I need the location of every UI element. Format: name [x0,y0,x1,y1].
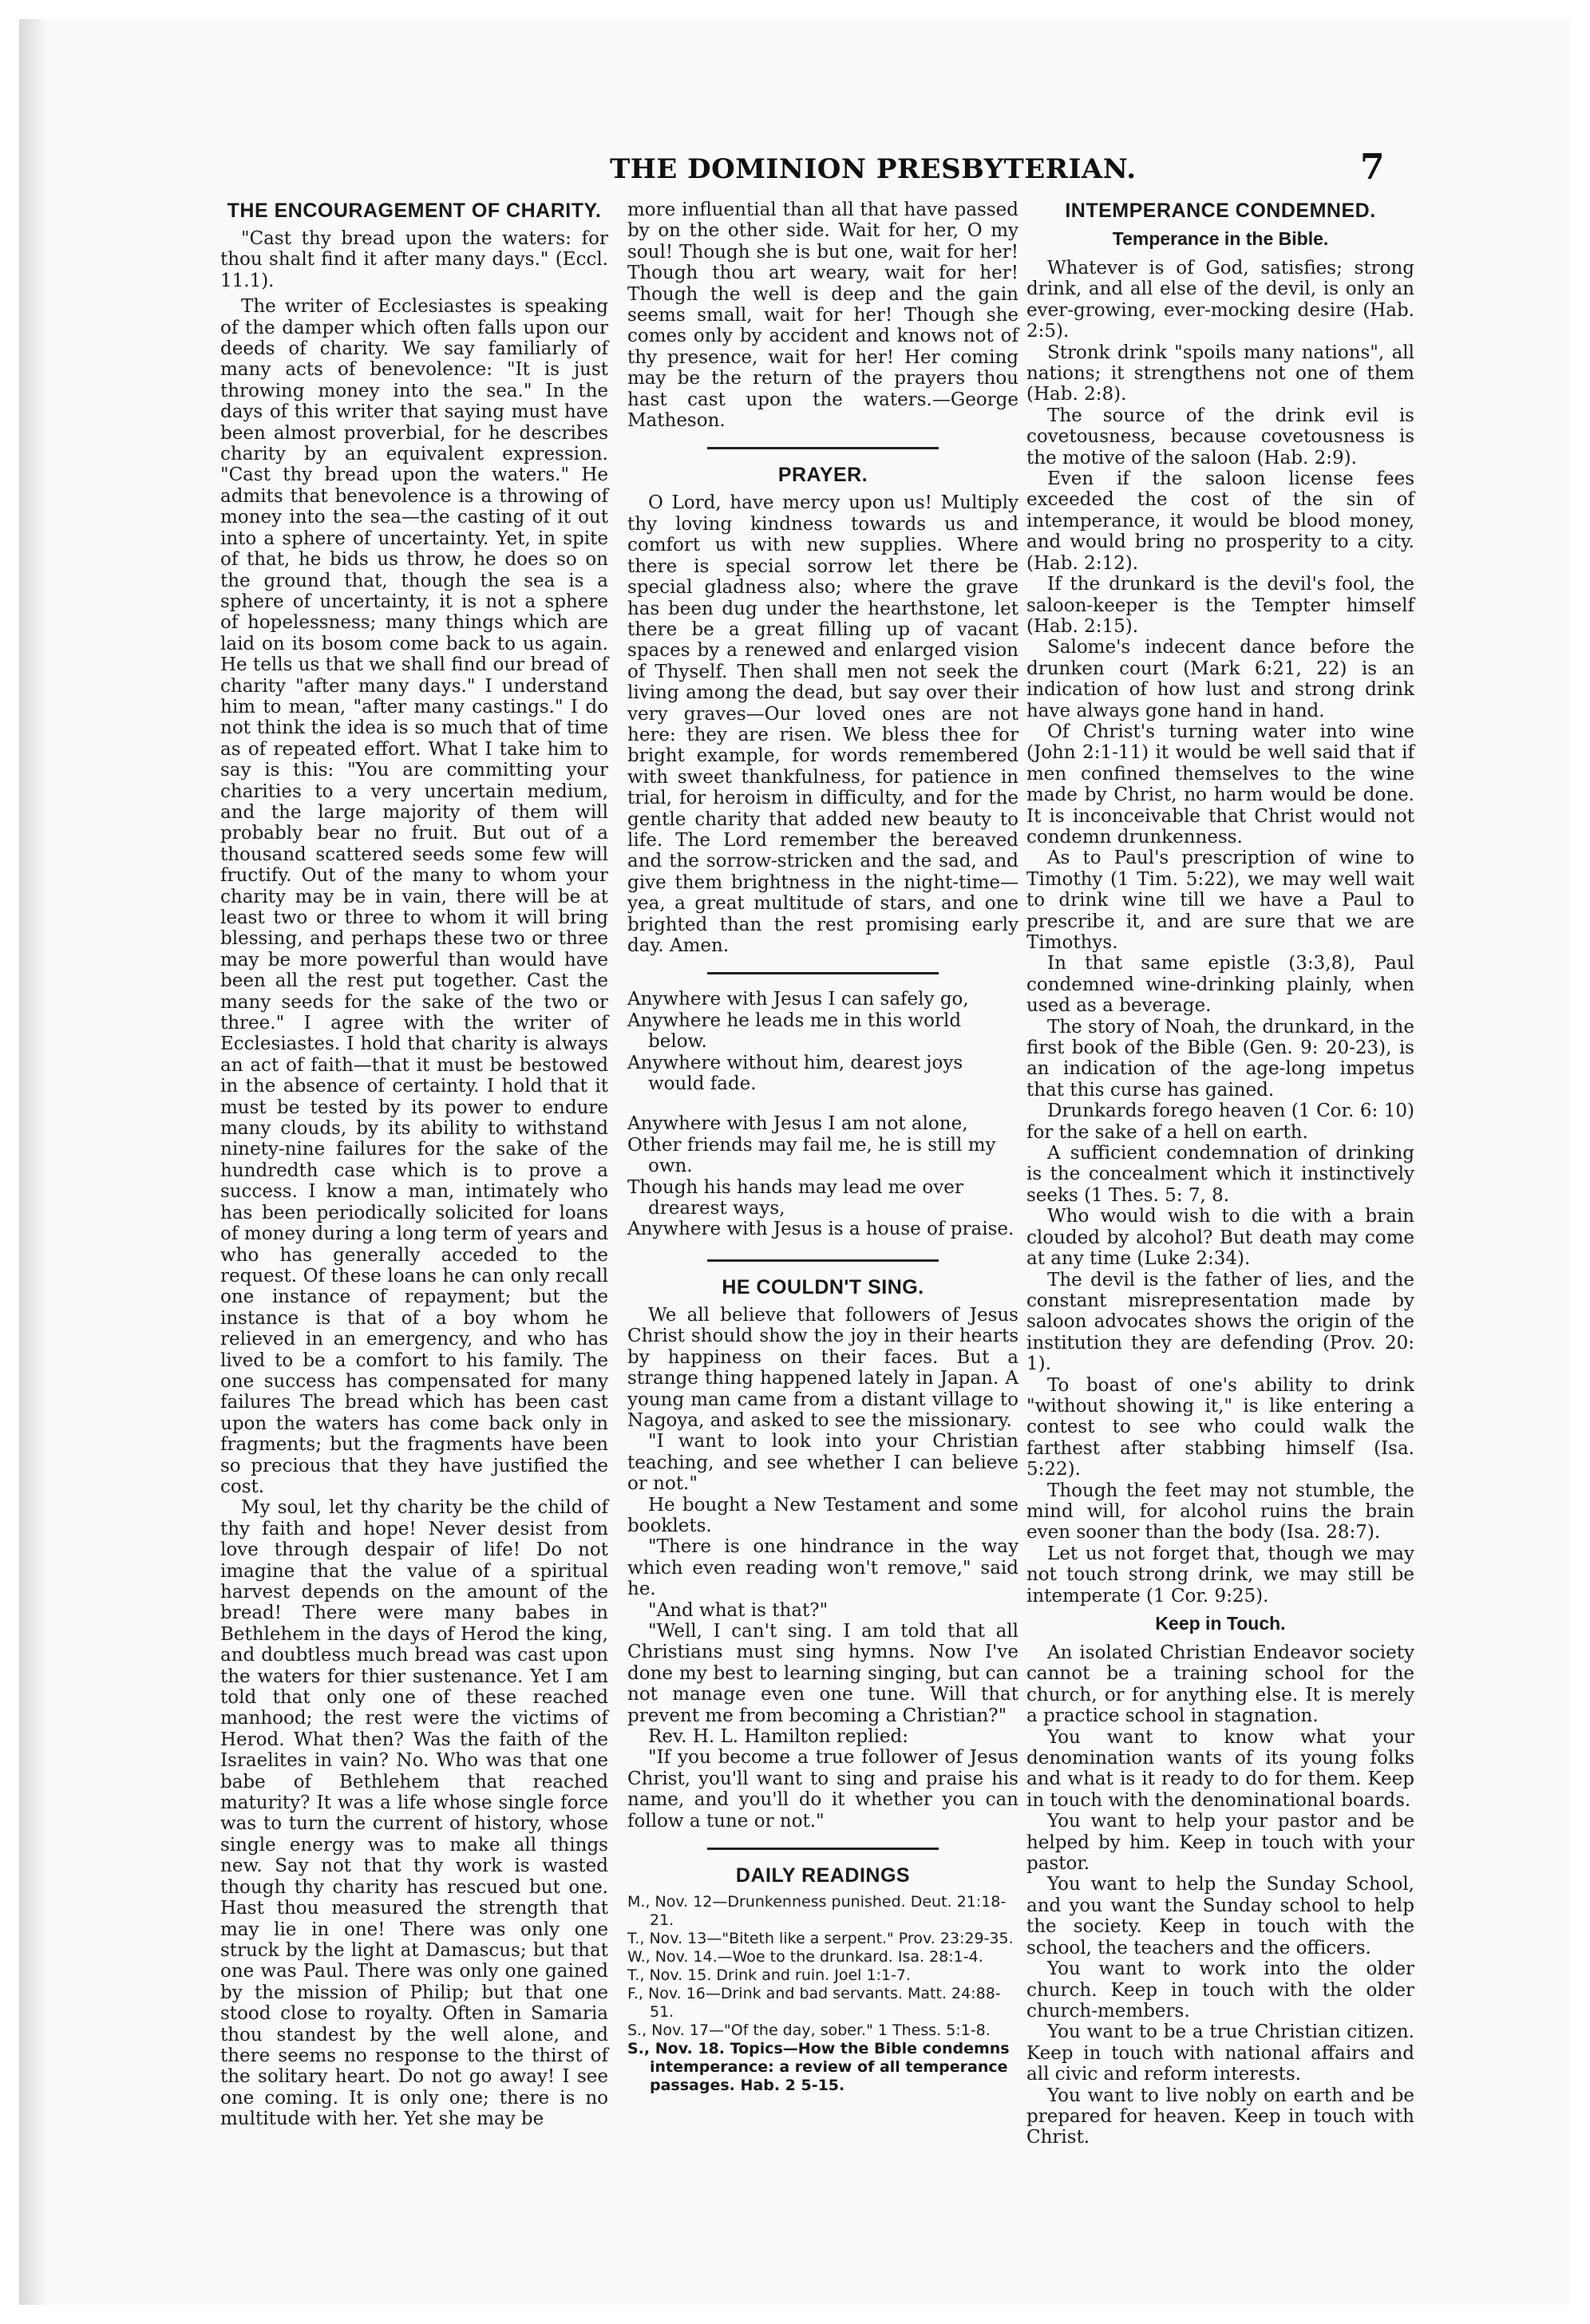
intemperance-paragraph: As to Paul's prescription of wine to Timothy (1 Tim. 5:22), we may well wait to drink wine till we have a Paul to prescribe it, and are sure that we are Timothys. [1026,848,1414,953]
intemperance-paragraph: The story of Noah, the drunkard, in the first book of the Bible (Gen. 9: 20-23), is an indication of the age-long impetus that this curse has gained. [1026,1016,1414,1101]
intemperance-paragraph: Of Christ's turning water into wine (John 2:1-11) it would be well said that if men confined themselves to the wine made by Christ, no harm would be done. It is inconceivable that Christ would not condemn drunkenness. [1026,721,1414,848]
article-subtitle-temperance: Temperance in the Bible. [1112,228,1329,249]
intemperance-paragraph: If the drunkard is the devil's fool, the saloon-keeper is the Tempter himself (Hab. 2:15). [1026,574,1414,637]
article-title-prayer: PRAYER. [777,464,868,487]
intemperance-paragraph: Drunkards forego heaven (1 Cor. 6: 10) for the sake of a hell on earth. [1026,1101,1414,1143]
page-number: 7 [1360,147,1385,188]
charity-paragraph-1: The writer of Ecclesiastes is speaking of the damper which often falls upon our deeds of charity. We say familiarly of many acts of benevolence: "It is just throwing money into the sea." In the days of this writer that saying must have been almost proverbial, for he describes charity by an equivalent expression. "Cast thy bread upon the waters." He admits that benevolence is a throwing of money into the sea—the casting of it out into a sphere of uncertainty. Yet, in spite of that, he bids us throw, he does so on the ground that, though the sea is a sphere of uncertainty, it is not a sphere of hopelessness; many things which are laid on its bosom come back to us again. He tells us that we shall find our bread of charity "after many days." I understand him to mean, "after many castings." I do not think the idea is so much that of time as of repeated effort. What I take him to say is this: "You are committing your charities to a very uncertain medium, and the large majority of them will probably bear no fruit. But out of a thousand scattered seeds some few will fructify. Out of the many to whom your charity may be in vain, there will be at least two or three to whom it will bring blessing, and perhaps these two or three may be more powerful than would have been all the rest put together. Cast the many seeds for the sake of the two or three." I agree with the writer of Ecclesiastes. I hold that charity is always an act of faith—that it must be bestowed in the absence of certainty. I hold that it must be tested by its power to endure many clouds, by its ability to withstand ninety-nine failures for the sake of the hundredth case which is to prove a success. I know a man, intimately who has been periodically solicited for loans of money during a long term of years and who has generally acceded to the request. Of these loans he can only recall one instance of repayment; but the instance is that of a boy whom he relieved in an emergency, and who has lived to be a comfort to his family. The one success has compensated for many failures The bread which has been cast upon the waters has come back only in fragments; but the fragments have been so precious that they have justified the cost. [220,296,608,1497]
charity-paragraph-2: My soul, let thy charity be the child of thy faith and hope! Never desist from love through despair of life! Do not imagine that the value of a spiritual harvest depends on the amount of the bread! There were many babes in Bethlehem in the days of Herod the king, and doubtless much bread was cast upon the waters for thier sustenance. Yet I am told that only one of these reached manhood; the rest were the victims of Herod. What then? Was the faith of the Israelites in vain? No. Who was that one babe of Bethlehem that reached maturity? It was a life whose single force was to turn the current of history, whose single energy was to make all things new. Say not that thy work is wasted though thy charity has rescued but one. Hast thou measured the strength that may lie in one! There was only one struck by the light at Damascus; but that one was Paul. There was only one gained by the mission of Philip; but that one stood close to royalty. Often in Samaria thou standest by the well alone, and there seems no response to the thirst of the solitary heart. Do not go away! I see one coming. It is only one; there is no multitude with her. Yet she may be [220,1497,608,2130]
prayer-text: O Lord, have mercy upon us! Multiply thy loving kindness towards us and comfort us with new supplies. Where there is special sorrow let there be special gladness also; where the grave has been dug under the hearthstone, let there be a great filling up of vacant spaces by a renewed and enlarged vision of Thyself. Then shall men not seek the living among the dead, but say over their very graves—Our loved ones are not here: they are risen. We bless thee for bright example, for words remembered with sweet thankfulness, for patience in trial, for heroism in difficulty, and for the gentle charity that added new beauty to life. The Lord remember the bereaved and the sorrow-stricken and the sad, and give them brightness in the night-time—yea, a great multitude of stars, and one brighted than the rest promising early day. Amen. [627,492,1018,956]
touch-paragraph: An isolated Christian Endeavor society cannot be a training school for the church, or for anything else. It is merely a practice school in stagnation. [1026,1642,1414,1727]
touch-paragraph: You want to know what your denomination wants of its young folks and what is it ready to do for them. Keep in touch with the denominational boards. [1026,1726,1414,1811]
intemperance-paragraph: Salome's indecent dance before the drunken court (Mark 6:21, 22) is an indication of how lust and strong drink have always gone hand in hand. [1026,637,1414,721]
reading-item: T., Nov. 15. Drink and ruin. Joel 1:1-7. [627,1966,912,1985]
daily-readings-list [627,1893,1018,2095]
poem-stanza [627,1113,1018,1239]
sing-paragraph: "There is one hindrance in the way which even reading won't remove," said he. [627,1536,1018,1600]
intemperance-paragraph: Even if the saloon license fees exceeded the cost of the sin of intemperance, it would be blood money, and would bring no prosperity to a city. (Hab. 2:12). [1026,468,1414,574]
reading-item: S., Nov. 17—"Of the day, sober." 1 Thess. 5:1-8. [627,2022,991,2040]
poem-line: Anywhere with Jesus I can safely go, [627,989,969,1010]
poem [627,989,1018,1239]
intemperance-paragraph: Who would wish to die with a brain clouded by alcohol? But death may come at any time (Luke 2:34). [1026,1206,1414,1270]
intemperance-paragraph: To boast of one's ability to drink "without showing it," is like entering a contest to see who could walk the farthest after stabbing himself (Isa. 5:22). [1026,1374,1414,1480]
column-left [220,200,608,2289]
article-title-keep-in-touch: Keep in Touch. [1155,1613,1286,1634]
charity-continued: more influential than all that have passed by on the other side. Wait for her, O my soul! Though she is but one, wait for her! Though thou art weary, wait for her! Though the well is deep and the gain seems small, wait for her! Though she comes only by accident and knows not of thy presence, wait for her! Her coming may be the return of the prayers thou hast cast upon the waters.—George Matheson. [627,200,1018,432]
column-right [1026,200,1414,2289]
poem-line: Though his hands may lead me over drearest ways, [627,1176,963,1219]
intemperance-paragraph: Whatever is of God, satisfies; strong drink, and all else of the devil, is only an ever-growing, ever-mocking desire (Hab. 2:5). [1026,258,1414,342]
charity-epigraph: "Cast thy bread upon the waters: for thou shalt find it after many days." (Eccl. 11.1). [220,228,608,291]
sing-paragraph: He bought a New Testament and some booklets. [627,1494,1018,1536]
touch-paragraph: You want to help the Sunday School, and you want the Sunday school to help the society. Keep in touch with the school, the teachers and the officers. [1026,1874,1414,1958]
divider-rule [707,1259,939,1262]
newspaper-page [19,19,1571,2305]
touch-paragraph: You want to be a true Christian citizen. Keep in touch with national affairs and all civic and reform interests. [1026,2022,1414,2085]
reading-item: M., Nov. 12—Drunkenness punished. Deut. 21:18-21. [627,1893,1007,1930]
article-title-sing: HE COULDN'T SING. [722,1275,924,1298]
intemperance-paragraph: The devil is the father of lies, and the constant misrepresentation made by saloon advocates shows the origin of the institution they are defending (Prov. 20: 1). [1026,1269,1414,1375]
divider-rule [707,972,939,974]
sing-paragraph: "Well, I can't sing. I am told that all Christians must sing hymns. Now I've done my best to learning singing, but can not manage even one tune. Will that prevent me from becoming a Christian?" [627,1620,1018,1726]
intemperance-paragraph: A sufficient condemnation of drinking is the concealment which it instinctively seeks (1 Thes. 5: 7, 8. [1026,1143,1414,1206]
intemperance-paragraph: The source of the drink evil is covetousness, because covetousness is the motive of the saloon (Hab. 2:9). [1026,405,1414,468]
column-middle [627,200,1018,2289]
sing-paragraph: We all believe that followers of Jesus Christ should show the joy in their hearts by happiness on their faces. But a strange thing happened lately in Japan. A young man came from a distant village to Nagoya, and asked to see the missionary. [627,1304,1018,1431]
reading-item: W., Nov. 14.—Woe to the drunkard. Isa. 28:1-4. [627,1948,983,1966]
reading-item: S., Nov. 18. Topics—How the Bible condemns intemperance: a review of all temperance passages. Hab. 2 5-15. [627,2040,1010,2095]
poem-line: Anywhere with Jesus I am not alone, [627,1113,968,1135]
intemperance-paragraph: Stronk drink "spoils many nations", all nations; it strengthens not one of them (Hab. 2:8). [1026,342,1414,405]
poem-line: Other friends may fail me, he is still my own. [627,1134,996,1177]
article-title-intemperance: INTEMPERANCE CONDEMNED. [1065,200,1376,222]
page-header-title: THE DOMINION PRESBYTERIAN. [610,153,1137,185]
sing-paragraph: "If you become a true follower of Jesus Christ, you'll want to sing and praise his name, and you'll do it whether you can follow a tune or not." [627,1747,1018,1832]
sing-paragraph: "I want to look into your Christian teaching, and see whether I can believe or not." [627,1431,1018,1495]
touch-paragraph: You want to work into the older church. Keep in touch with the older church-members. [1026,1958,1414,2022]
touch-paragraph: You want to help your pastor and be helped by him. Keep in touch with your pastor. [1026,1811,1414,1875]
intemperance-paragraph: Though the feet may not stumble, the mind will, for alcohol ruins the brain even sooner than the body (Isa. 28:7). [1026,1480,1414,1543]
poem-line: Anywhere he leads me in this world below. [627,1010,962,1053]
touch-paragraph: You want to live nobly on earth and be prepared for heaven. Keep in touch with Christ. [1026,2085,1414,2148]
intemperance-paragraph: Let us not forget that, though we may not touch strong drink, we may still be intemperate (1 Cor. 9:25). [1026,1543,1414,1607]
intemperance-paragraph: In that same epistle (3:3,8), Paul condemned wine-drinking plainly, when used as a beverage. [1026,953,1414,1017]
sing-paragraph: "And what is that?" [648,1599,829,1621]
reading-item: F., Nov. 16—Drink and bad servants. Matt. 24:88-51. [627,1985,1001,2022]
poem-line: Anywhere without him, dearest joys would fade. [627,1052,963,1095]
divider-rule [707,1848,939,1850]
reading-item: T., Nov. 13—"Biteth like a serpent." Prov. 23:29-35. [627,1930,1014,1948]
article-title-readings: DAILY READINGS [735,1864,911,1887]
divider-rule [707,447,939,449]
article-title-charity: THE ENCOURAGEMENT OF CHARITY. [227,200,602,222]
sing-paragraph: Rev. H. L. Hamilton replied: [648,1726,909,1747]
poem-stanza [627,989,1018,1094]
poem-line: Anywhere with Jesus is a house of praise. [627,1219,1015,1240]
